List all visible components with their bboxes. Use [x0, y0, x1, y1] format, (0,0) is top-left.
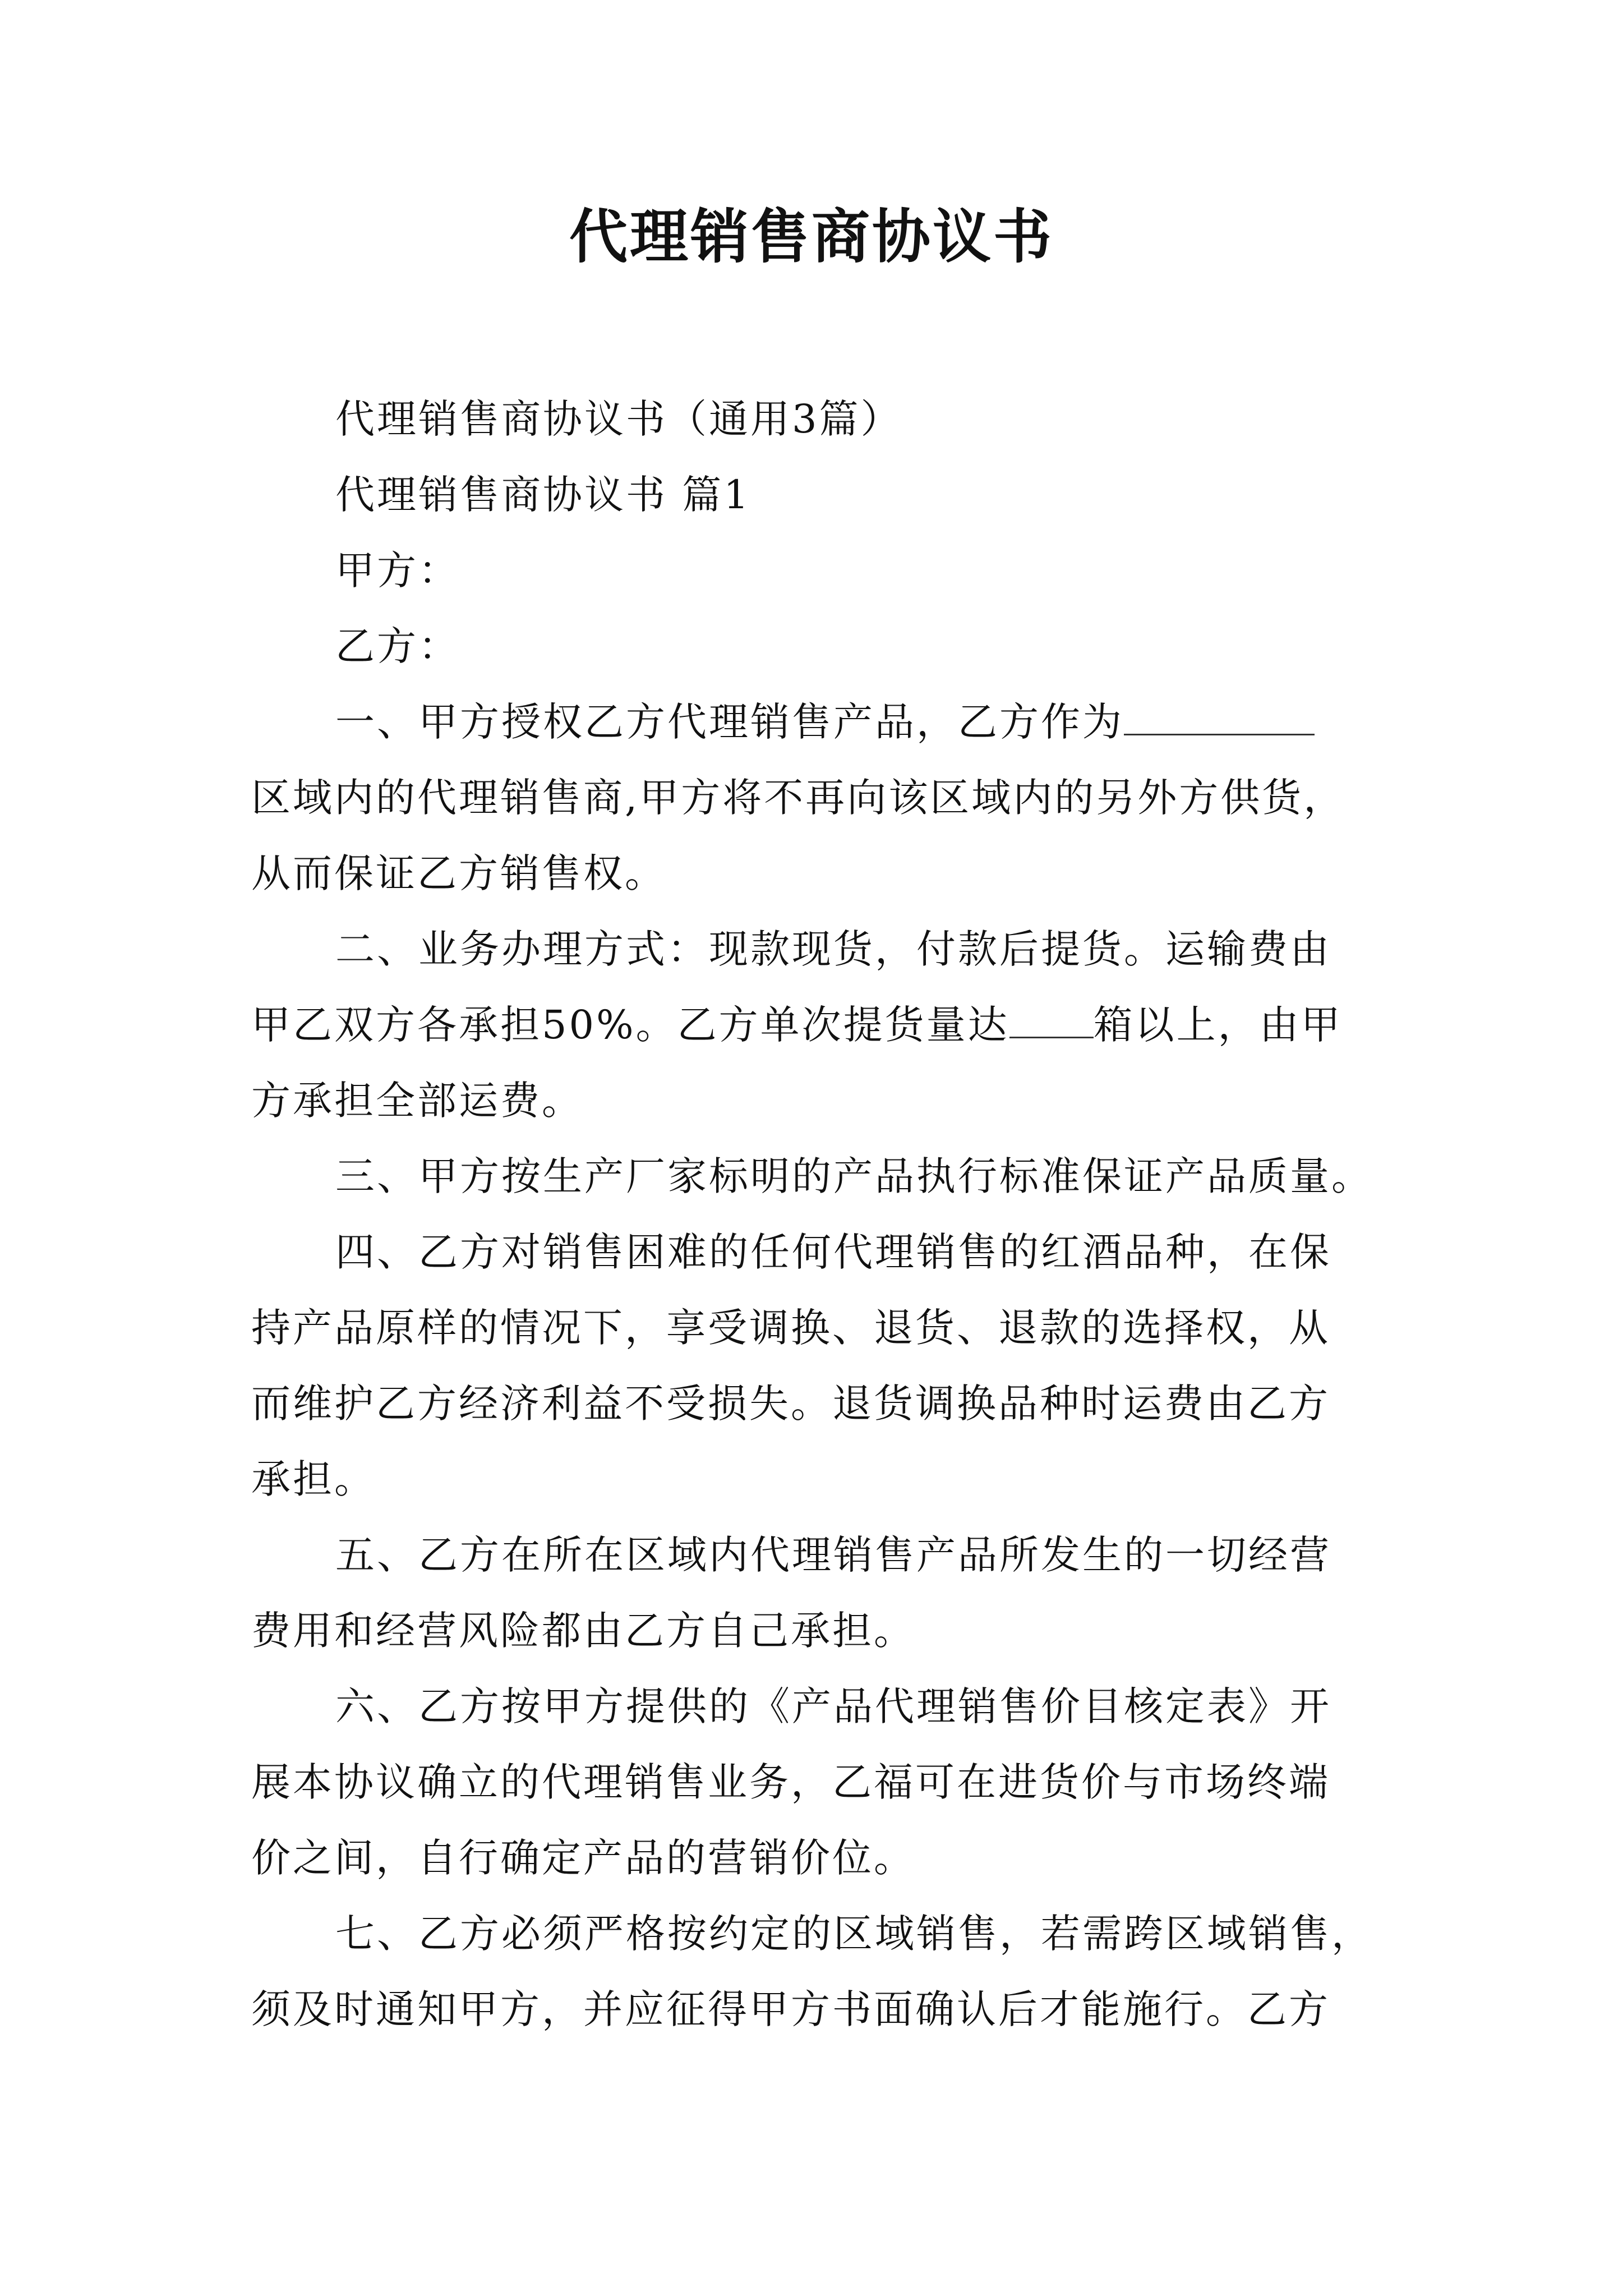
clause-1-line-3: 从而保证乙方销售权。 — [251, 850, 666, 896]
clause-2-line-2 — [251, 987, 1384, 1063]
document-body — [251, 381, 1384, 2047]
clause-6-line-2: 展本协议确立的代理销售业务，乙福可在进货价与市场终端 — [251, 1759, 1330, 1805]
clause-5-line-1: 五、乙方在所在区域内代理销售产品所发生的一切经营 — [335, 1532, 1331, 1578]
clause-4-line-1: 四、乙方对销售困难的任何代理销售的红酒品种，在保 — [335, 1229, 1331, 1275]
document-title: 代理销售商协议书 — [569, 202, 1054, 271]
clause-4-line-2: 持产品原样的情况下，享受调换、退货、退款的选择权，从 — [251, 1305, 1330, 1351]
quantity-blank — [1009, 1003, 1094, 1038]
section-heading: 代理销售商协议书 篇1 — [335, 472, 751, 518]
clause-1-line-2: 区域内的代理销售商,甲方将不再向该区域内的另外方供货， — [251, 775, 1345, 821]
clause-3-line-1: 三、甲方按生产厂家标明的产品执行标准保证产品质量。 — [335, 1153, 1373, 1199]
clause-1-line-1 — [251, 684, 1384, 760]
clause-2-line-3: 方承担全部运费。 — [251, 1078, 583, 1124]
clause-5-line-2: 费用和经营风险都由乙方自己承担。 — [251, 1608, 915, 1654]
clause-2-text-after: 箱以上，由甲 — [1093, 1002, 1343, 1048]
clause-1-text: 一、甲方授权乙方代理销售产品，乙方作为 — [335, 699, 1124, 745]
clause-7-line-1: 七、乙方必须严格按约定的区域销售，若需跨区域销售， — [335, 1911, 1373, 1957]
clause-7-line-2: 须及时通知甲方，并应征得甲方书面确认后才能施行。乙方 — [251, 1986, 1330, 2032]
clause-4-line-3: 而维护乙方经济利益不受损失。退货调换品种时运费由乙方 — [251, 1381, 1330, 1427]
party-b-label: 乙方： — [335, 623, 460, 669]
clause-6-line-3: 价之间，自行确定产品的营销价位。 — [251, 1835, 915, 1881]
clause-4-line-4: 承担。 — [251, 1456, 376, 1502]
region-blank — [1124, 700, 1315, 735]
clause-6-line-1: 六、乙方按甲方提供的《产品代理销售价目核定表》开 — [335, 1683, 1331, 1729]
party-a-label: 甲方： — [335, 547, 460, 593]
document-subtitle: 代理销售商协议书（通用3篇） — [335, 396, 902, 442]
clause-2-text-before: 甲乙双方各承担50%。乙方单次提货量达 — [251, 1002, 1009, 1048]
clause-2-line-1: 二、业务办理方式：现款现货，付款后提货。运输费由 — [335, 926, 1331, 972]
